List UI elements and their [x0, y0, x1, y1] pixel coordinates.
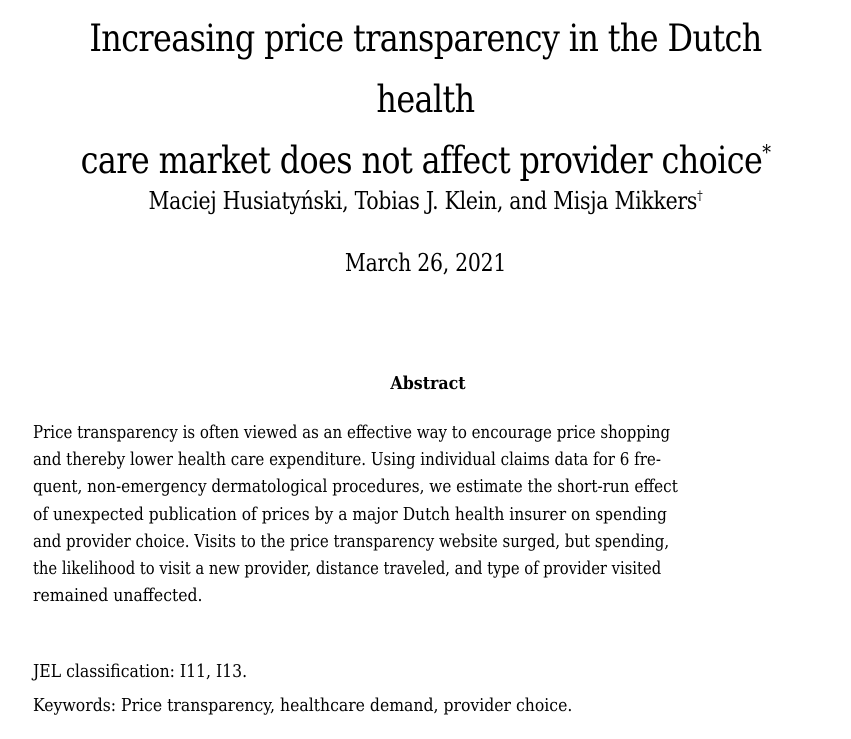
- jel-classification: JEL classification: I11, I13.: [33, 661, 248, 682]
- abstract-body: [33, 419, 823, 609]
- title-line-1: Increasing price transparency in the Dutch health: [89, 17, 762, 121]
- publication-date: March 26, 2021: [344, 249, 507, 277]
- paper-title: [60, 8, 792, 191]
- abstract-line: and thereby lower health care expenditure. Using individual claims data for 6 fre-: [33, 449, 661, 471]
- title-footnote-mark: *: [762, 140, 771, 165]
- title-line-2: care market does not affect provider choice: [80, 139, 763, 182]
- authors-footnote-mark: †: [697, 189, 703, 204]
- abstract-line: and provider choice. Visits to the price transparency website surged, but spending,: [33, 530, 670, 552]
- abstract-line: Price transparency is often viewed as an effective way to encourage price shopping: [33, 422, 671, 443]
- author-names: Maciej Husiatyński, Tobias J. Klein, and Misja Mikkers: [148, 187, 698, 215]
- abstract-line: of unexpected publication of prices by a major Dutch health insurer on spending: [33, 503, 667, 525]
- abstract-line: the likelihood to visit a new provider, distance traveled, and type of provider visited: [33, 558, 662, 580]
- author-list: [64, 184, 787, 218]
- keywords: Keywords: Price transparency, healthcare demand, provider choice.: [33, 695, 573, 716]
- abstract-line: quent, non-emergency dermatological procedures, we estimate the short-run effect: [33, 476, 678, 498]
- abstract-heading: Abstract: [390, 373, 466, 394]
- abstract-line: remained unaffected.: [33, 585, 203, 607]
